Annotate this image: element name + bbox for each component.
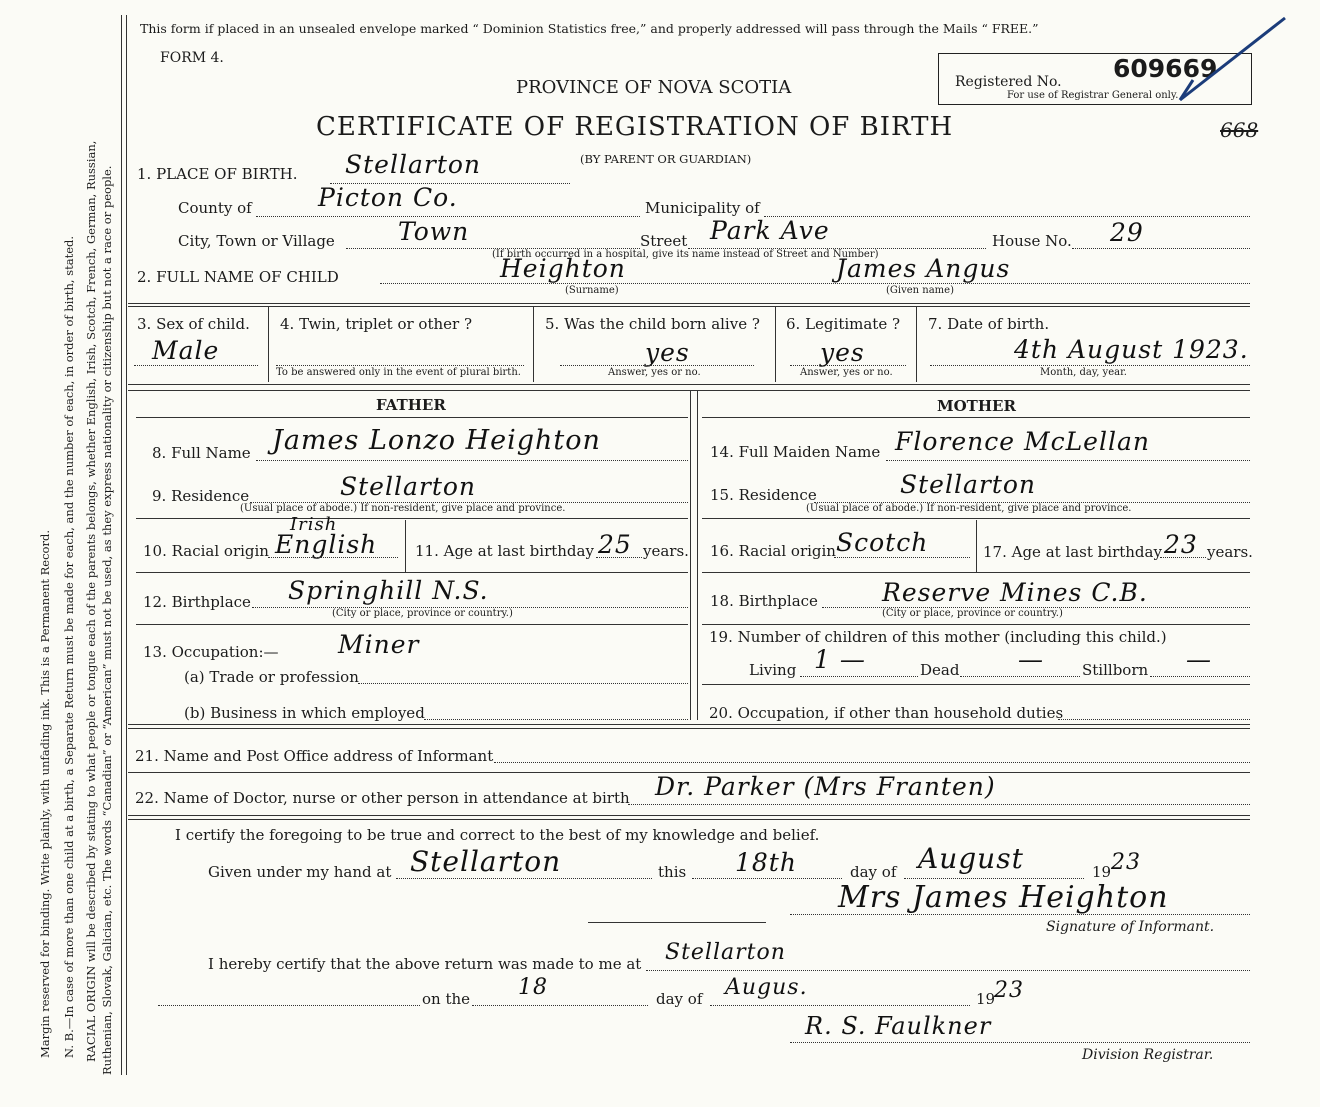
registered-number: 609669 [1113,54,1218,83]
father-race-top: Irish [290,514,338,535]
mother-birthplace-label: 18. Birthplace [710,592,818,610]
registrar-statement: I hereby certify that the above return was made to me at [208,955,642,973]
born-alive-value: yes [645,338,690,367]
registrar-month-value: Augus. [725,975,808,1000]
trade-label: (a) Trade or profession [184,668,359,686]
child-given-name: James Angus [836,254,1011,283]
business-label: (b) Business in which employed [184,704,425,722]
place-of-birth-value: Stellarton [345,150,482,179]
father-occupation-label: 13. Occupation:— [143,643,279,661]
born-alive-line [560,365,754,366]
father-age-line [596,557,642,558]
county-label: County of [178,199,252,217]
registrar-year-prefix: 19 [976,990,996,1008]
father-residence-value: Stellarton [340,472,477,501]
divider-father-10b [136,572,688,573]
place-of-birth-label: 1. PLACE OF BIRTH. [137,165,298,183]
registrar-on-label: on the [422,990,471,1008]
separator-rule [588,922,766,923]
father-name-label: 8. Full Name [152,444,251,462]
registrar-year-value: 23 [994,978,1024,1003]
twin-label: 4. Twin, triplet or other ? [280,315,472,333]
divider-row3-b [533,306,534,382]
father-birthplace-label: 12. Birthplace [143,593,251,611]
doctor-label: 22. Name of Doctor, nurse or other person in attendance at birth [135,789,630,807]
born-alive-label: 5. Was the child born alive ? [545,315,760,333]
mother-age-label: 17. Age at last birthday [983,543,1162,561]
father-name-value: James Lonzo Heighton [272,425,601,456]
legitimate-value: yes [820,338,865,367]
divider-mother-16 [976,520,977,572]
registrar-general-note: For use of Registrar General only. [1007,90,1179,101]
divider-row3-d [916,306,917,382]
house-number-line [1072,248,1250,249]
mother-name-line [886,460,1250,461]
father-race-value: English [275,530,378,559]
dead-label: Dead [920,661,960,679]
margin-note-multiple-births: N. B.—In case of more than one child at a birth, a Separate Return must be made for each, and the number of each, in order of birth, stated. [62,235,76,1058]
check-mark-icon [1175,10,1295,105]
living-line [800,676,918,677]
registrar-signature-line [790,1042,1250,1043]
father-birthplace-note: (City or place, province or country.) [332,608,513,619]
twin-line [276,365,524,366]
informant-label: 21. Name and Post Office address of Informant [135,747,494,765]
mother-residence-note: (Usual place of abode.) If non-resident, give place and province. [806,503,1132,514]
form-number: FORM 4. [160,50,224,66]
street-label: Street [640,232,688,250]
divider-row3-bottom [128,384,1250,385]
given-month-line [904,878,1084,879]
informant-line [494,762,1250,763]
child-name-line [380,283,1250,284]
trade-line [358,683,688,684]
registrar-signature-label: Division Registrar. [1082,1047,1214,1063]
doctor-value: Dr. Parker (Mrs Franten) [655,772,996,801]
legitimate-note: Answer, yes or no. [800,367,893,378]
sex-label: 3. Sex of child. [137,315,250,333]
legitimate-line [790,365,906,366]
divider-father-heading [136,417,688,418]
given-year-prefix: 19 [1092,863,1112,881]
divider-parents-right [697,390,698,720]
living-label: Living [749,661,797,679]
mother-occupation-line [1058,719,1250,720]
dob-label: 7. Date of birth. [928,315,1050,333]
stillborn-value: — [1186,645,1212,674]
registrar-month-line [710,1005,970,1006]
street-value: Park Ave [710,216,830,245]
informant-signature: Mrs James Heighton [838,880,1169,915]
given-place-line [396,878,652,879]
informant-signature-line [790,914,1250,915]
dead-line [960,676,1080,677]
living-value: 1 — [814,645,866,674]
father-birthplace-value: Springhill N.S. [288,576,489,605]
given-under-hand-label: Given under my hand at [208,863,392,881]
father-age-label: 11. Age at last birthday [415,542,594,560]
dead-value: — [1018,645,1044,674]
margin-note-binding: Margin reserved for binding. Write plainly, with unfading ink. This is a Permanent Record. [38,530,52,1058]
father-years-label: years. [643,542,689,560]
divider-mother-15 [702,518,1250,519]
twin-note: To be answered only in the event of plural birth. [276,367,521,378]
municipality-label: Municipality of [645,199,760,217]
surname-note: (Surname) [565,285,619,296]
divider-row3-a [268,306,269,382]
mother-age-line [1160,557,1206,558]
mail-notice: This form if placed in an unsealed envelope marked “ Dominion Statistics free,” and properly addressed will pass through the Mails “ FREE.” [140,21,1039,36]
divider-mother-19 [702,684,1250,685]
divider-father-9 [136,518,688,519]
father-occupation-value: Miner [338,630,420,659]
informant-signature-label: Signature of Informant. [1046,919,1215,935]
divider-father-10 [405,520,406,572]
registered-label: Registered No. [955,74,1062,90]
registrar-signature: R. S. Faulkner [805,1012,992,1040]
margin-note-racial-origin-cont: Ruthenian, Slovak, Galician, etc. The words “Canadian” or “American” must not be used, as they express nationality or citizenship but not a race or people. [100,165,114,1075]
given-year-value: 23 [1111,850,1141,875]
divider-father-12 [136,624,688,625]
city-label: City, Town or Village [178,232,335,250]
registrar-day-line [472,1005,648,1006]
mother-birthplace-value: Reserve Mines C.B. [882,578,1148,607]
divider-mother-18 [702,624,1250,625]
divider-row3-top2 [128,306,1250,307]
doctor-line [628,804,1250,805]
form-left-border [121,15,122,1075]
mother-name-value: Florence McLellan [895,427,1150,456]
given-name-note: (Given name) [886,285,954,296]
business-line [424,719,688,720]
margin-note-racial-origin: RACIAL ORIGIN will be described by stating to what people or tongue each of the parents belongs, whether English, Irish, Scotch, French, German, Russian, [84,140,98,1062]
divider-certify-top [128,815,1250,816]
mother-birthplace-note: (City or place, province or country.) [882,608,1063,619]
mother-occupation-label: 20. Occupation, if other than household duties [709,704,1064,722]
registrar-place-line [646,970,1250,971]
mother-race-line [834,557,970,558]
divider-mother-heading [702,417,1250,418]
children-count-label: 19. Number of children of this mother (including this child.) [709,628,1167,646]
born-alive-note: Answer, yes or no. [608,367,701,378]
mother-name-label: 14. Full Maiden Name [710,443,881,461]
form-left-border-inner [126,15,127,1075]
hospital-note: (If birth occurred in a hospital, give its name instead of Street and Number) [492,249,879,260]
sex-value: Male [152,336,220,365]
father-age-value: 25 [598,530,632,559]
house-number-label: House No. [992,232,1072,250]
given-day-value: 18th [735,848,797,877]
county-value: Picton Co. [318,183,458,212]
child-surname: Heighton [500,254,626,283]
divider-row3-c [775,306,776,382]
dob-line [930,365,1250,366]
father-race-line [268,557,398,558]
child-name-label: 2. FULL NAME OF CHILD [137,268,339,286]
divider-informant-top [128,724,1250,725]
province-heading: PROVINCE OF NOVA SCOTIA [516,77,792,98]
divider-certify-top2 [128,819,1250,820]
municipality-line [764,216,1250,217]
certify-statement: I certify the foregoing to be true and correct to the best of my knowledge and belief. [175,826,820,844]
stillborn-line [1150,676,1250,677]
mother-residence-label: 15. Residence [710,486,817,504]
mother-race-value: Scotch [836,528,929,557]
mother-race-label: 16. Racial origin [710,542,836,560]
mother-years-label: years. [1207,543,1253,561]
registrar-day-value: 18 [518,975,548,1000]
given-day-line [692,878,842,879]
this-label: this [658,863,687,881]
father-residence-note: (Usual place of abode.) If non-resident, give place and province. [240,503,566,514]
dob-note: Month, day, year. [1040,367,1127,378]
stillborn-label: Stillborn [1082,661,1149,679]
house-number-value: 29 [1110,218,1144,247]
divider-row3-top [128,303,1250,304]
mother-age-value: 23 [1164,530,1198,559]
divider-parents-left [690,390,691,720]
father-race-label: 10. Racial origin [143,542,269,560]
divider-mother-16b [702,572,1250,573]
corner-mark: 668 [1220,118,1259,142]
registrar-dayof-label: day of [656,990,703,1008]
sex-line [134,365,258,366]
registrar-lead-line [158,1005,420,1006]
divider-parents-top [128,390,1250,391]
city-value: Town [398,217,470,246]
mother-heading: MOTHER [937,397,1016,415]
legitimate-label: 6. Legitimate ? [786,315,901,333]
mother-residence-value: Stellarton [900,470,1037,499]
certificate-title: CERTIFICATE OF REGISTRATION OF BIRTH [316,112,954,142]
dob-value: 4th August 1923. [1014,335,1249,364]
father-residence-label: 9. Residence [152,487,250,505]
registrar-place-value: Stellarton [665,940,786,965]
given-dayof-label: day of [850,863,897,881]
certificate-subtitle: (BY PARENT OR GUARDIAN) [580,152,752,166]
given-place-value: Stellarton [410,845,562,878]
divider-informant-top2 [128,728,1250,729]
father-heading: FATHER [376,396,446,414]
father-name-line [256,460,688,461]
given-month-value: August [918,842,1024,875]
